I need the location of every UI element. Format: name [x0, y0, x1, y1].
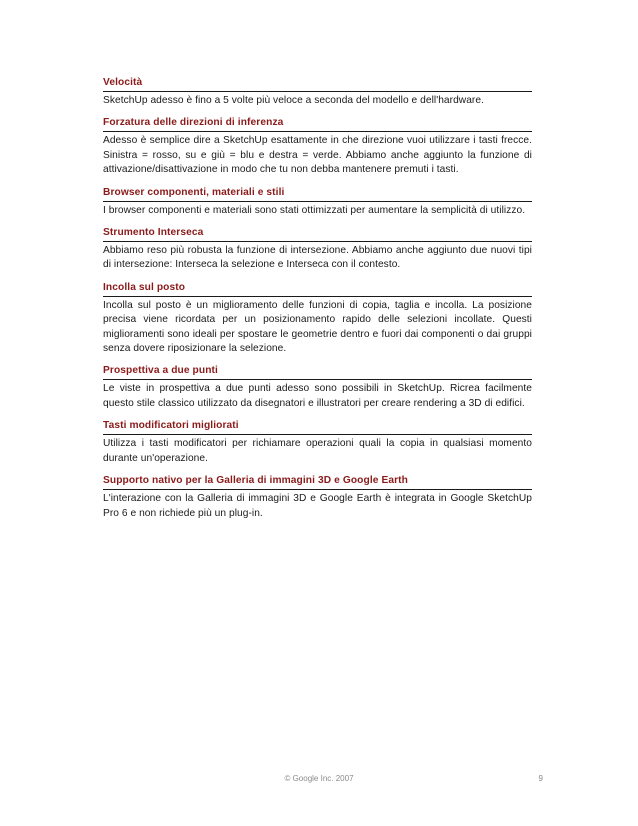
section-forzatura-direzioni: [103, 116, 532, 177]
section-text: Utilizza i tasti modificatori per richiamare operazioni quali la copia in qualsiasi momento durante un'operazione.: [103, 438, 532, 464]
section-prospettiva-due-punti: [103, 364, 532, 411]
section-incolla-sul-posto: [103, 281, 532, 357]
section-text: SketchUp adesso è fino a 5 volte più veloce a seconda del modello e dell'hardware.: [103, 95, 484, 106]
section-heading: Forzatura delle direzioni di inferenza: [103, 116, 532, 132]
document-body: [103, 76, 532, 529]
section-heading: Strumento Interseca: [103, 226, 532, 242]
section-heading: Supporto nativo per la Galleria di immagini 3D e Google Earth: [103, 474, 532, 490]
section-browser-componenti: [103, 186, 532, 218]
page-footer: [0, 774, 638, 788]
section-heading: Velocità: [103, 76, 532, 92]
section-text: Abbiamo reso più robusta la funzione di intersezione. Abbiamo anche aggiunto due nuovi tipi di intersezione: Interseca la selezione e Interseca con il contesto.: [103, 245, 532, 271]
section-supporto-galleria: [103, 474, 532, 521]
section-text: I browser componenti e materiali sono stati ottimizzati per aumentare la semplicità di utilizzo.: [103, 204, 526, 216]
section-text: Adesso è semplice dire a SketchUp esattamente in che direzione vuoi utilizzare i tasti frecce. Sinistra = rosso, su e giù = blu e destra = verde. Abbiamo anche aggiunto la funzione di attivazione/disattivazione in modo che tu non debba mantenere premuti i tasti.: [103, 135, 532, 176]
section-text: L'interazione con la Galleria di immagini 3D e Google Earth è integrata in Google SketchUp Pro 6 e non richiede più un plug-in.: [103, 493, 532, 519]
section-tasti-modificatori: [103, 419, 532, 466]
section-text: Le viste in prospettiva a due punti adesso sono possibili in SketchUp. Ricrea facilmente questo stile classico utilizzato da disegnatori e illustratori per creare rendering a 3D di edifici.: [103, 383, 532, 409]
section-heading: Incolla sul posto: [103, 281, 532, 297]
section-heading: Tasti modificatori migliorati: [103, 419, 532, 435]
page-number: 9: [538, 774, 543, 783]
section-heading: Browser componenti, materiali e stili: [103, 186, 532, 202]
section-text: Incolla sul posto è un miglioramento delle funzioni di copia, taglia e incolla. La posizione precisa viene ricordata per un posizionamento rapido delle selezioni incollate. Questi miglioramenti sono ideali per spostare le geometrie dentro e fuori dai componenti o dai gruppi senza dovere riposizionare la selezione.: [103, 299, 532, 355]
section-strumento-interseca: [103, 226, 532, 273]
section-heading: Prospettiva a due punti: [103, 364, 532, 380]
section-velocita: [103, 76, 532, 108]
footer-copyright: © Google Inc. 2007: [284, 774, 354, 783]
